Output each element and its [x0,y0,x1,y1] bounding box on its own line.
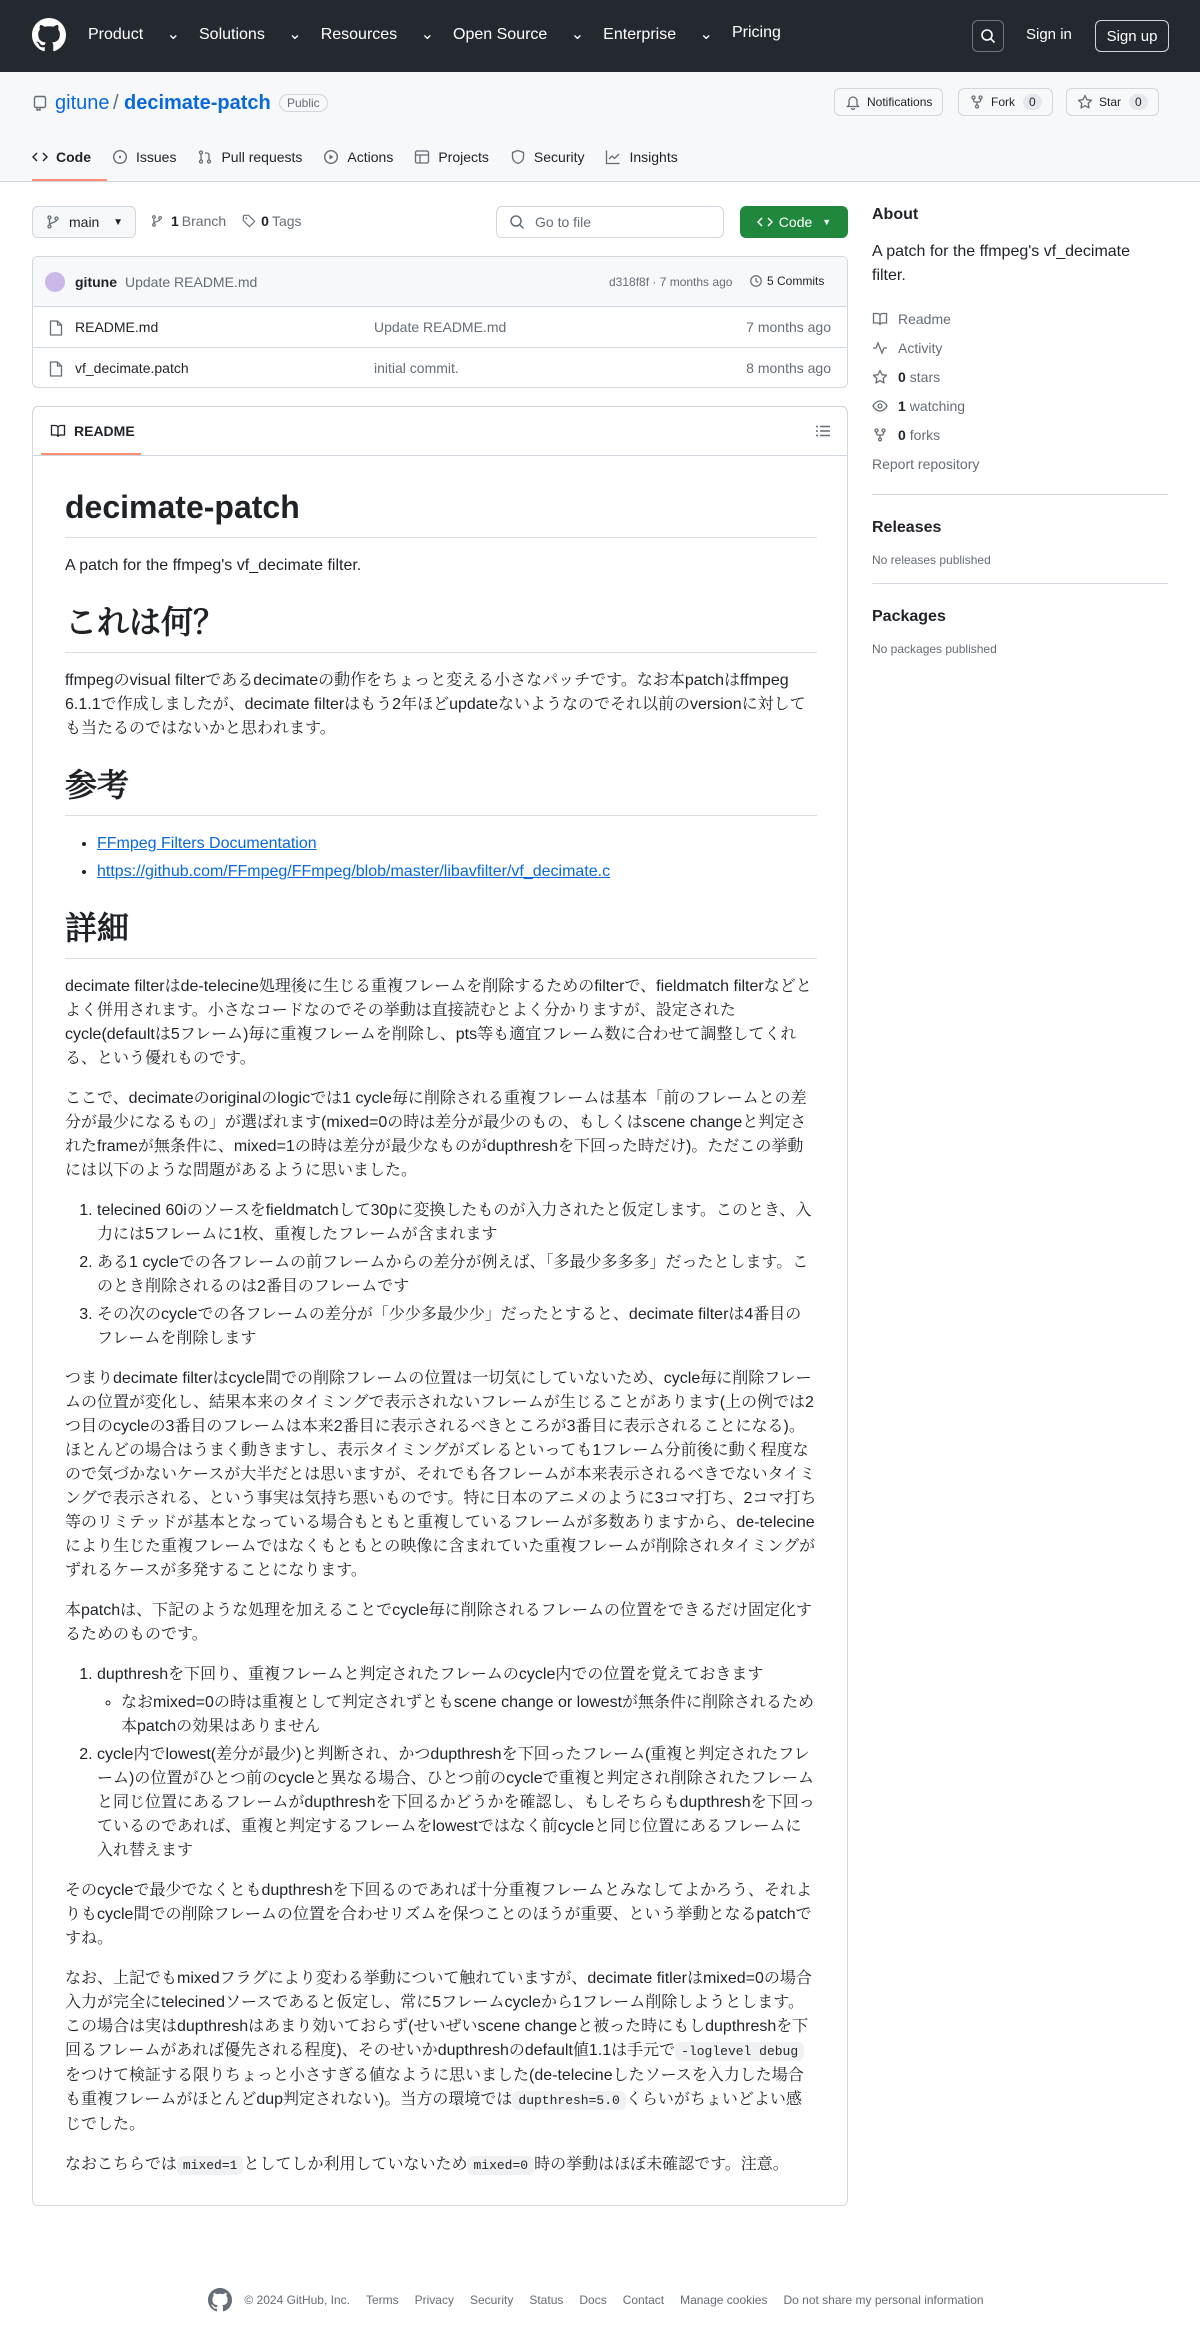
branch-name: main [69,214,100,230]
code-dropdown-button[interactable] [740,206,848,238]
inline-code: mixed=1 [177,2156,244,2175]
latest-commit-bar [33,257,847,307]
tab-security-label: Security [533,149,585,165]
readme-paragraph [65,2153,817,2178]
nav-product[interactable]: Product ⌄ [88,26,180,43]
about-title: About [872,206,919,223]
list-item: 1. telecined 60iのソースをfieldmatchして30pに変換したものが入力されたと仮定します。このとき、入力には5フレームに1枚、重複したフレームが含まれます [97,1199,817,1247]
tab-code[interactable] [32,146,91,168]
releases-empty: No releases published [872,553,991,567]
footer [0,2288,1200,2312]
notifications-label: Notifications [867,95,933,109]
readme-tab-label: README [74,423,135,439]
file-commit-message[interactable]: initial commit. [374,360,459,376]
commit-hash[interactable]: d318f8f · 7 months ago [609,275,733,289]
avatar[interactable] [45,272,65,292]
issue-icon [112,149,128,165]
list-item [97,860,817,884]
branch-icon [45,214,61,230]
forks-label: forks [909,426,941,443]
footer-link-terms[interactable]: Terms [365,2293,399,2307]
search-icon [980,28,996,44]
repo-name-link[interactable]: decimate-patch [124,92,271,114]
fork-button[interactable] [958,88,1053,116]
shield-icon [510,149,526,165]
footer-link-status[interactable]: Status [529,2293,564,2307]
packages-title[interactable]: Packages [872,608,946,625]
releases-title[interactable]: Releases [872,519,942,536]
inline-code: -loglevel debug [675,2042,804,2061]
book-icon [50,423,66,439]
text-segment: としてしか利用していないため [243,2156,468,2173]
readme-content [65,487,817,2194]
tab-insights[interactable] [605,146,677,168]
active-tab-indicator [32,179,107,181]
commit-message[interactable]: Update README.md [125,274,258,290]
star-label: Star [1099,95,1122,109]
history-icon [749,274,763,288]
text-segment: をつけて検証する限りちょっと小さすぎる値なように思いました(de-telecineしたソースを入力した場合も重複フレームがほとんどdup判定されない)。当方の環境では [65,2067,804,2108]
file-date: 7 months ago [746,319,831,335]
footer-link-docs[interactable]: Docs [579,2293,607,2307]
readme-paragraph [65,1967,817,2137]
ordered-list [65,1199,817,1351]
branch-count: 1 [171,213,179,229]
readme-link-label: Readme [898,310,951,327]
ordered-list [65,1663,817,1863]
readme-paragraph: ここで、decimateのoriginalのlogicでは1 cycle毎に削除される重複フレームは基本「前のフレームとの差分が最少になるもの」が選ばれます(mixed=0の時は差分が最少のもの、もしくはscene changeと判定されたframeが無条件に、mixed=1の時は差分が最少なものがdupthreshを下回った時だけ)。ただこの挙動には以下のような問題があるように思いました。 [65,1090,807,1179]
tab-actions-label: Actions [347,149,394,165]
pull-request-icon [197,149,213,165]
divider [872,583,1168,584]
readme-heading: これは何？ [65,602,817,653]
outline-list-icon[interactable] [815,423,831,439]
file-row[interactable] [33,307,847,348]
code-icon [757,214,773,230]
list-item: 3. その次のcycleでの各フレームの差分が「少少多最少少」だったとすると、decimate filterは4番目のフレームを削除します [97,1303,817,1351]
watching-count: 1 [898,397,906,414]
readme-paragraph: 本patchは、下記のような処理を加えることでcycle毎に削除されるフレームの位置をできるだけ固定化するためのものです。 [65,1602,812,1643]
footer-link-security[interactable]: Security [469,2293,514,2307]
nav-resources[interactable]: Resources ⌄ [320,26,435,43]
repo-path-separator: / [113,92,119,114]
tab-actions[interactable] [323,146,393,168]
inline-code: dupthresh=5.0 [512,2091,625,2110]
search-button[interactable] [972,20,1004,52]
nav-enterprise[interactable]: Enterprise ⌄ [603,26,713,43]
branch-tag-counts [150,213,302,229]
readme-paragraph: A patch for the ffmpeg's vf_decimate filter. [65,557,362,574]
tab-issues[interactable] [112,146,176,168]
code-icon [32,149,48,165]
star-icon [872,369,888,385]
list-item: ◦ なおmixed=0の時は重複として判定されずともscene change or lowestが無条件に削除されるため本patchの効果はありません [121,1691,817,1739]
forks-count: 0 [898,426,906,443]
text-segment: くらいがちょいどよい感じでした。 [65,2091,802,2133]
repo-tabs [32,146,699,168]
sign-up-button[interactable]: Sign up [1095,20,1169,52]
eye-icon [872,398,888,414]
nested-list [97,1691,817,1739]
branches-link[interactable] [150,213,226,229]
fork-icon [872,427,888,443]
text-segment: なおこちらでは [65,2156,177,2173]
tab-code-label: Code [56,149,91,165]
go-to-file-input[interactable] [496,206,724,238]
caret-down-icon: ▼ [113,216,123,228]
copyright: © 2024 GitHub, Inc. [244,2293,350,2307]
file-commit-message[interactable]: Update README.md [374,319,507,335]
file-name[interactable]: vf_decimate.patch [75,360,189,376]
github-logo-icon[interactable] [208,2288,232,2312]
file-date: 8 months ago [746,360,831,376]
tag-label: Tags [271,213,302,229]
tag-count: 0 [261,213,269,229]
tag-icon [242,214,256,228]
file-browser [32,256,848,388]
code-button-label: Code [778,214,813,230]
star-button[interactable] [1066,88,1159,116]
bell-icon [845,94,861,110]
text-segment: なお、上記でもmixedフラグにより変わる挙動について触れていますが、decimate fitlerはmixed=0の場合入力が完全にtelecinedソースであると仮定し、常に5フレームcycleから1フレーム削除しようとします。この場合は実はdupthreshはあまり効いておらず(せいぜいscene changeと被った時にもしdupthreshを下回るフレームがあれば優先される程度)、そのせいかdupthreshのdefault値1.1は手元で [65,1970,812,2059]
divider [872,494,1168,495]
fork-count: 0 [1023,94,1042,110]
fork-label: Fork [991,95,1015,109]
repo-icon [32,95,48,111]
tab-security[interactable] [510,146,585,168]
caret-down-icon: ▼ [822,217,832,227]
nav-solutions[interactable]: Solutions ⌄ [199,26,302,43]
footer-link-manage-cookies[interactable]: Manage cookies [680,2293,768,2307]
global-header [0,0,1200,72]
activity-link[interactable] [872,333,1168,362]
nav-pricing[interactable]: Pricing [731,24,781,41]
star-icon [1077,94,1093,110]
activity-link-label: Activity [898,339,943,356]
reference-link[interactable]: FFmpeg Filters Documentation [97,835,317,852]
reference-link[interactable]: https://github.com/FFmpeg/FFmpeg/blob/master/libavfilter/vf_decimate.c [97,863,611,880]
commit-count: 5 Commits [767,274,825,288]
text-segment: 時の挙動はほぼ未確認です。注意。 [534,2156,789,2173]
nav-open-source[interactable]: Open Source ⌄ [453,26,585,43]
divider [33,455,847,456]
stars-label: stars [909,368,941,385]
pulse-icon [872,340,888,356]
book-icon [872,311,888,327]
reference-list [65,832,817,884]
readme-link[interactable] [872,304,1168,333]
graph-icon [605,149,621,165]
file-icon [49,361,63,377]
sign-in-link[interactable]: Sign in [1026,26,1072,43]
inline-code: mixed=0 [467,2156,534,2175]
tab-readme[interactable] [50,423,135,439]
footer-link-do-not-share[interactable]: Do not share my personal information [783,2293,984,2307]
tab-projects-label: Projects [438,149,489,165]
play-icon [323,149,339,165]
list-item [97,832,817,856]
tab-pull-requests-label: Pull requests [221,149,303,165]
tab-pull-requests[interactable] [197,146,302,168]
readme-paragraph: ffmpegのvisual filterであるdecimateの動作をちょっと変える小さなパッチです。なお本patchはffmpeg 6.1.1で作成しましたが、decimate filterはもう2年ほどupdateないようなのでそれ以前のversionに対しても当たるのではないかと思われます。 [65,672,806,737]
commit-author[interactable]: gitune [75,274,117,290]
readme-paragraph: つまりdecimate filterはcycle間での削除フレームの位置は一切気にしていないため、cycle毎に削除フレームの位置が変化し、結果本来のタイミングで表示されないフレームが生じることがあります(上の例では2つ目のcycleの3番目のフレームは本来2番目に表示されるべきところが3番目に表示されることになる)。ほとんどの場合はうまく動きますし、表示タイミングがズレるといっても1フレーム分前後に動く程度なので気づかないケースが大半だとは思いますが、それでも各フレームが本来表示されるべきでないタイミングで表示される、という事実は気持ち悪いものです。特に日本のアニメのように3コマ打ち、2コマ打ち等のリミテッドが基本となっている場合もともと重複しているフレームが多数ありますから、de-telecineにより生じた重複フレームではなくもともとの映像に含まれていた重複フレームが削除されタイミングがずれるケースが多発することになります。 [65,1370,817,1579]
file-name[interactable]: README.md [75,319,159,335]
stars-link[interactable] [872,362,1168,391]
tab-issues-label: Issues [136,149,177,165]
list-item: 2. ある1 cycleでの各フレームの前フレームからの差分が例えば、「多最少多多多」だったとします。このとき削除されるのは2番目のフレームです [97,1251,817,1299]
branch-label: Branch [181,213,227,229]
watching-link[interactable] [872,391,1168,420]
branch-icon [150,214,164,228]
file-icon [49,320,63,336]
tags-link[interactable] [242,213,301,229]
tab-projects[interactable] [414,146,489,168]
stars-count: 0 [898,368,906,385]
list-item-text: dupthreshを下回り、重複フレームと判定されたフレームのcycle内での位置を覚えておきます [97,1666,764,1683]
notifications-button[interactable] [834,88,943,116]
report-repository-link[interactable]: Report repository [872,455,980,472]
star-count: 0 [1129,94,1148,110]
list-item: 2. cycle内でlowest(差分が最少)と判断され、かつdupthreshを下回ったフレーム(重複と判定されたフレーム)の位置がひとつ前のcycleと異なる場合、ひとつ前のcycleで重複と判定され削除されたフレームと同じ位置にあるフレームがdupthreshを下回るかどうかを確認し、もしそちらもdupthreshを下回っているのであれば、重複と判定するフレームをlowestではなく前cycleと同じ位置にあるフレームに入れ替えます [97,1743,817,1863]
sidebar [872,206,1168,656]
readme-paragraph: decimate filterはde-telecine処理後に生じる重複フレームを削除するためのfilterで、fieldmatch filterなどとよく併用されます。小さなコードなのでその挙動は直接読むとよく分かりますが、設定されたcycle(defaultは5フレーム)毎に重複フレームを削除し、pts等も適宜フレーム数に合わせて調整してくれる、という優れものです。 [65,978,812,1067]
repo-owner-link[interactable]: gitune [55,92,110,114]
file-row[interactable] [33,348,847,388]
tab-insights-label: Insights [629,149,678,165]
readme-heading: 参考 [65,765,817,816]
search-icon [509,214,525,230]
fork-icon [969,94,985,110]
footer-link-contact[interactable]: Contact [622,2293,665,2307]
footer-link-privacy[interactable]: Privacy [414,2293,454,2307]
readme-panel [32,406,848,2206]
list-item [97,1663,817,1739]
github-logo-icon[interactable] [32,18,66,52]
forks-link[interactable] [872,420,1168,449]
readme-paragraph: そのcycleで最少でなくともdupthreshを下回るのであれば十分重複フレームとみなしてよかろう、それよりもcycle間での削除フレームの位置を合わせリズムを保つことのほうが重要、という挙動となるpatchですね。 [65,1882,812,1947]
table-icon [414,149,430,165]
visibility-badge: Public [279,94,328,112]
go-to-file-placeholder: Go to file [535,214,592,230]
commits-link[interactable] [749,274,824,288]
branch-selector[interactable] [32,206,136,238]
packages-empty: No packages published [872,642,997,656]
readme-title: decimate-patch [65,487,817,538]
readme-heading: 詳細 [65,908,817,959]
repo-description: A patch for the ffmpeg's vf_decimate filter. [872,243,1131,284]
watching-label: watching [909,397,966,414]
